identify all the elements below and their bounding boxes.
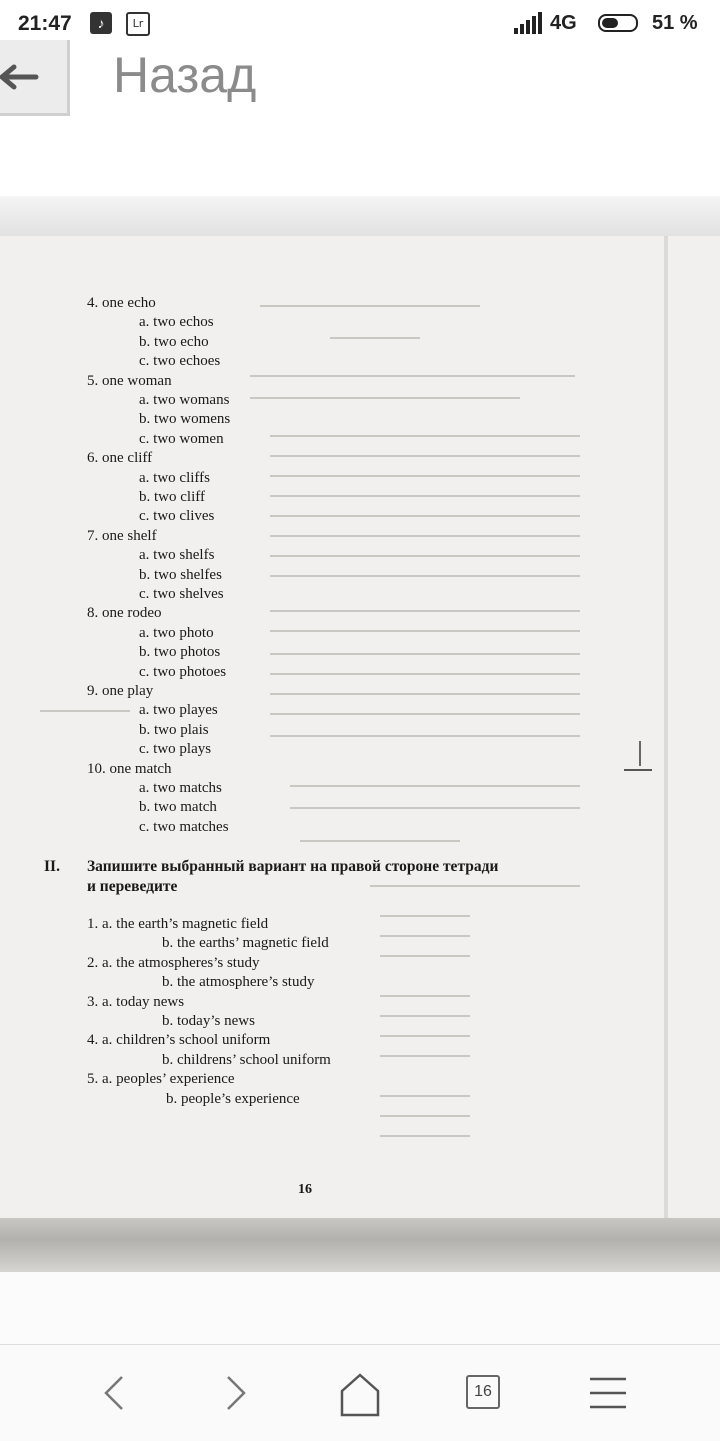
exercise-option: b. two cliff — [139, 489, 205, 505]
chevron-right-icon — [208, 1367, 264, 1419]
signal-icon — [514, 12, 542, 34]
battery-percent: 51 % — [652, 12, 698, 34]
section2-question: 1. a. the earth’s magnetic field — [87, 916, 269, 932]
exercise-option: a. two echos — [139, 314, 214, 331]
exercise-option: b. two match — [139, 799, 217, 816]
exercise-question: 10. one match — [87, 760, 172, 777]
section-title-line-1: Запишите выбранный вариант на правой стороне тетради — [87, 858, 499, 875]
back-button[interactable] — [0, 40, 70, 116]
image-top-border — [0, 196, 720, 236]
exercise-question: 5. one woman — [87, 372, 172, 389]
section2-option: b. today’s news — [162, 1013, 255, 1029]
nav-back-button[interactable] — [86, 1367, 142, 1419]
tabs-button[interactable]: 16 — [466, 1375, 500, 1409]
section2-question: 5. a. peoples’ experience — [87, 1071, 235, 1088]
exercise-option: c. two echoes — [139, 353, 221, 370]
status-time: 21:47 — [18, 12, 72, 35]
section2-question: 4. a. children’s school uniform — [87, 1032, 271, 1049]
home-icon — [332, 1367, 388, 1419]
music-note-icon: ♪ — [90, 12, 112, 34]
exercise-question: 6. one cliff — [87, 450, 153, 467]
exercise-option: b. two womens — [139, 411, 231, 428]
exercise-question: 8. one rodeo — [87, 605, 162, 622]
arrow-left-icon — [0, 62, 40, 92]
exercise-question: 4. one echo — [87, 295, 156, 311]
exercise-option: a. two playes — [139, 702, 218, 719]
page-title: Назад — [113, 47, 257, 103]
section-number: II. — [44, 858, 60, 875]
exercise-option: c. two plays — [139, 741, 212, 758]
exercise-question: 9. one play — [87, 683, 154, 699]
page-edge — [664, 236, 668, 1226]
exercise-option: c. two women — [139, 430, 224, 447]
section2-option: b. childrens’ school uniform — [162, 1051, 331, 1068]
menu-icon — [580, 1367, 636, 1419]
exercise-option: a. two cliffs — [139, 469, 210, 486]
exercise-question: 7. one shelf — [87, 527, 157, 544]
nav-home-button[interactable] — [332, 1367, 388, 1419]
exercise-option: a. two photo — [139, 624, 214, 641]
exercise-option: b. two plais — [139, 721, 209, 738]
lr-app-icon: Lr — [126, 12, 150, 36]
browser-navbar — [0, 1344, 720, 1441]
status-bar — [0, 0, 720, 50]
spacer — [0, 1272, 720, 1344]
exercise-option: b. two photos — [139, 644, 221, 661]
section2-question: 2. a. the atmospheres’s study — [87, 954, 260, 971]
exercise-option: b. two shelfes — [139, 566, 222, 583]
section2-question: 3. a. today news — [87, 993, 185, 1010]
nav-forward-button[interactable] — [208, 1367, 264, 1419]
image-bottom-border — [0, 1218, 720, 1273]
exercise-option: c. two clives — [139, 508, 215, 525]
section2-option: b. the earths’ magnetic field — [162, 935, 329, 952]
section2-option: b. the atmosphere’s study — [162, 974, 315, 991]
exercise-option: c. two shelves — [139, 586, 224, 602]
exercise-option: c. two matches — [139, 818, 229, 835]
battery-icon — [598, 14, 638, 32]
section-title-line-2: и переведите — [87, 878, 178, 895]
chevron-left-icon — [86, 1367, 142, 1419]
exercise-option: a. two shelfs — [139, 547, 215, 564]
network-type: 4G — [550, 12, 577, 34]
section2-option: b. people’s experience — [166, 1090, 300, 1107]
page-number: 16 — [298, 1182, 312, 1197]
exercise-option: c. two photoes — [139, 663, 227, 680]
exercise-option: a. two womans — [139, 392, 230, 408]
exercise-option: b. two echo — [139, 333, 209, 350]
exercise-option: a. two matchs — [139, 780, 222, 796]
nav-menu-button[interactable] — [580, 1367, 636, 1419]
